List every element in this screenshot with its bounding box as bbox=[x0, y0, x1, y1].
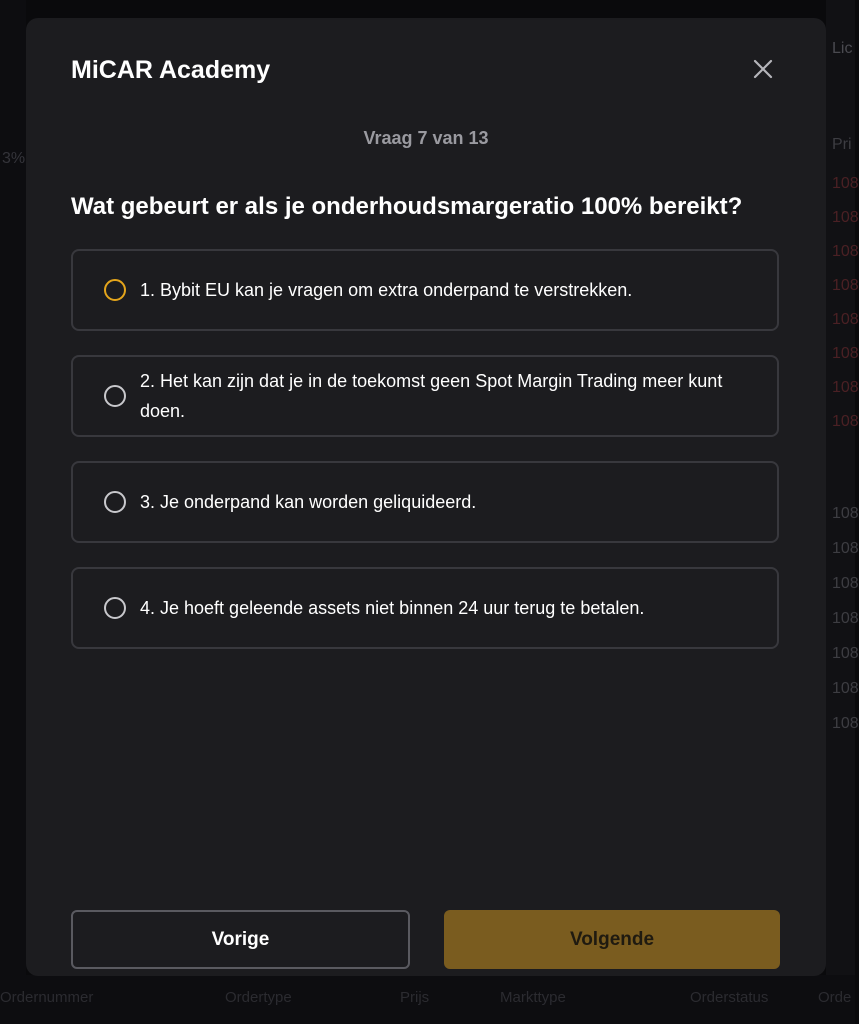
background-tab-label: Prijs bbox=[400, 989, 430, 1006]
previous-button[interactable]: Vorige bbox=[71, 910, 410, 969]
background-price-row: 108 bbox=[832, 540, 859, 557]
background-price-row: 108 bbox=[832, 311, 859, 328]
answer-option-label: 2. Het kan zijn dat je in de toekomst geen Spot Margin Trading meer kunt doen. bbox=[140, 371, 723, 421]
background-tab-label: Orderstatus bbox=[690, 989, 769, 1006]
background-price-row: 108 bbox=[832, 505, 859, 522]
answer-option-label: 1. Bybit EU kan je vragen om extra onderpand te verstrekken. bbox=[140, 280, 633, 300]
background-price-row: 108 bbox=[832, 175, 859, 192]
quiz-modal bbox=[26, 18, 826, 976]
background-price-row: 108 bbox=[832, 345, 859, 362]
background-price-row: 108 bbox=[832, 209, 859, 226]
background-price-row: 108 bbox=[832, 610, 859, 627]
background-price-row: 108 bbox=[832, 575, 859, 592]
answer-option-2[interactable] bbox=[71, 355, 779, 437]
radio-button-icon bbox=[104, 597, 126, 619]
background-orderbook-panel bbox=[826, 0, 859, 1024]
next-button[interactable]: Volgende bbox=[444, 910, 780, 969]
radio-button-icon bbox=[104, 385, 126, 407]
answer-option-label: 4. Je hoeft geleende assets niet binnen 24 uur terug te betalen. bbox=[140, 598, 645, 618]
background-price-row: 108 bbox=[832, 715, 859, 732]
background-price-header: Pri bbox=[832, 136, 852, 153]
close-icon bbox=[748, 54, 778, 84]
background-percent-text: 3% bbox=[2, 150, 26, 167]
background-tab-label: Orde bbox=[818, 989, 852, 1006]
background-tab-label: Ordernummer bbox=[0, 989, 94, 1006]
background-price-row: 108 bbox=[832, 277, 859, 294]
background-chart-panel bbox=[0, 0, 26, 1024]
question-counter: Vraag 7 van 13 bbox=[363, 128, 489, 148]
question-text: Wat gebeurt er als je onderhoudsmargeratio 100% bereikt? bbox=[71, 193, 743, 220]
background-order-tabs bbox=[0, 975, 855, 1024]
answer-option-4[interactable] bbox=[71, 567, 779, 649]
background-tab-label: Markttype bbox=[500, 989, 566, 1006]
background-price-row: 108 bbox=[832, 379, 859, 396]
answer-option-label: 3. Je onderpand kan worden geliquideerd. bbox=[140, 492, 477, 512]
radio-button-icon bbox=[104, 279, 126, 301]
answer-option-3[interactable] bbox=[71, 461, 779, 543]
background-price-row: 108 bbox=[832, 413, 859, 430]
close-button[interactable] bbox=[748, 54, 778, 84]
background-header-text: Lic bbox=[832, 40, 853, 57]
radio-button-icon bbox=[104, 491, 126, 513]
background-price-row: 108 bbox=[832, 680, 859, 697]
background-price-row: 108 bbox=[832, 243, 859, 260]
background-tab-label: Ordertype bbox=[225, 989, 292, 1006]
background-price-row: 108 bbox=[832, 645, 859, 662]
modal-title: MiCAR Academy bbox=[71, 56, 271, 84]
answer-option-1[interactable] bbox=[71, 249, 779, 331]
